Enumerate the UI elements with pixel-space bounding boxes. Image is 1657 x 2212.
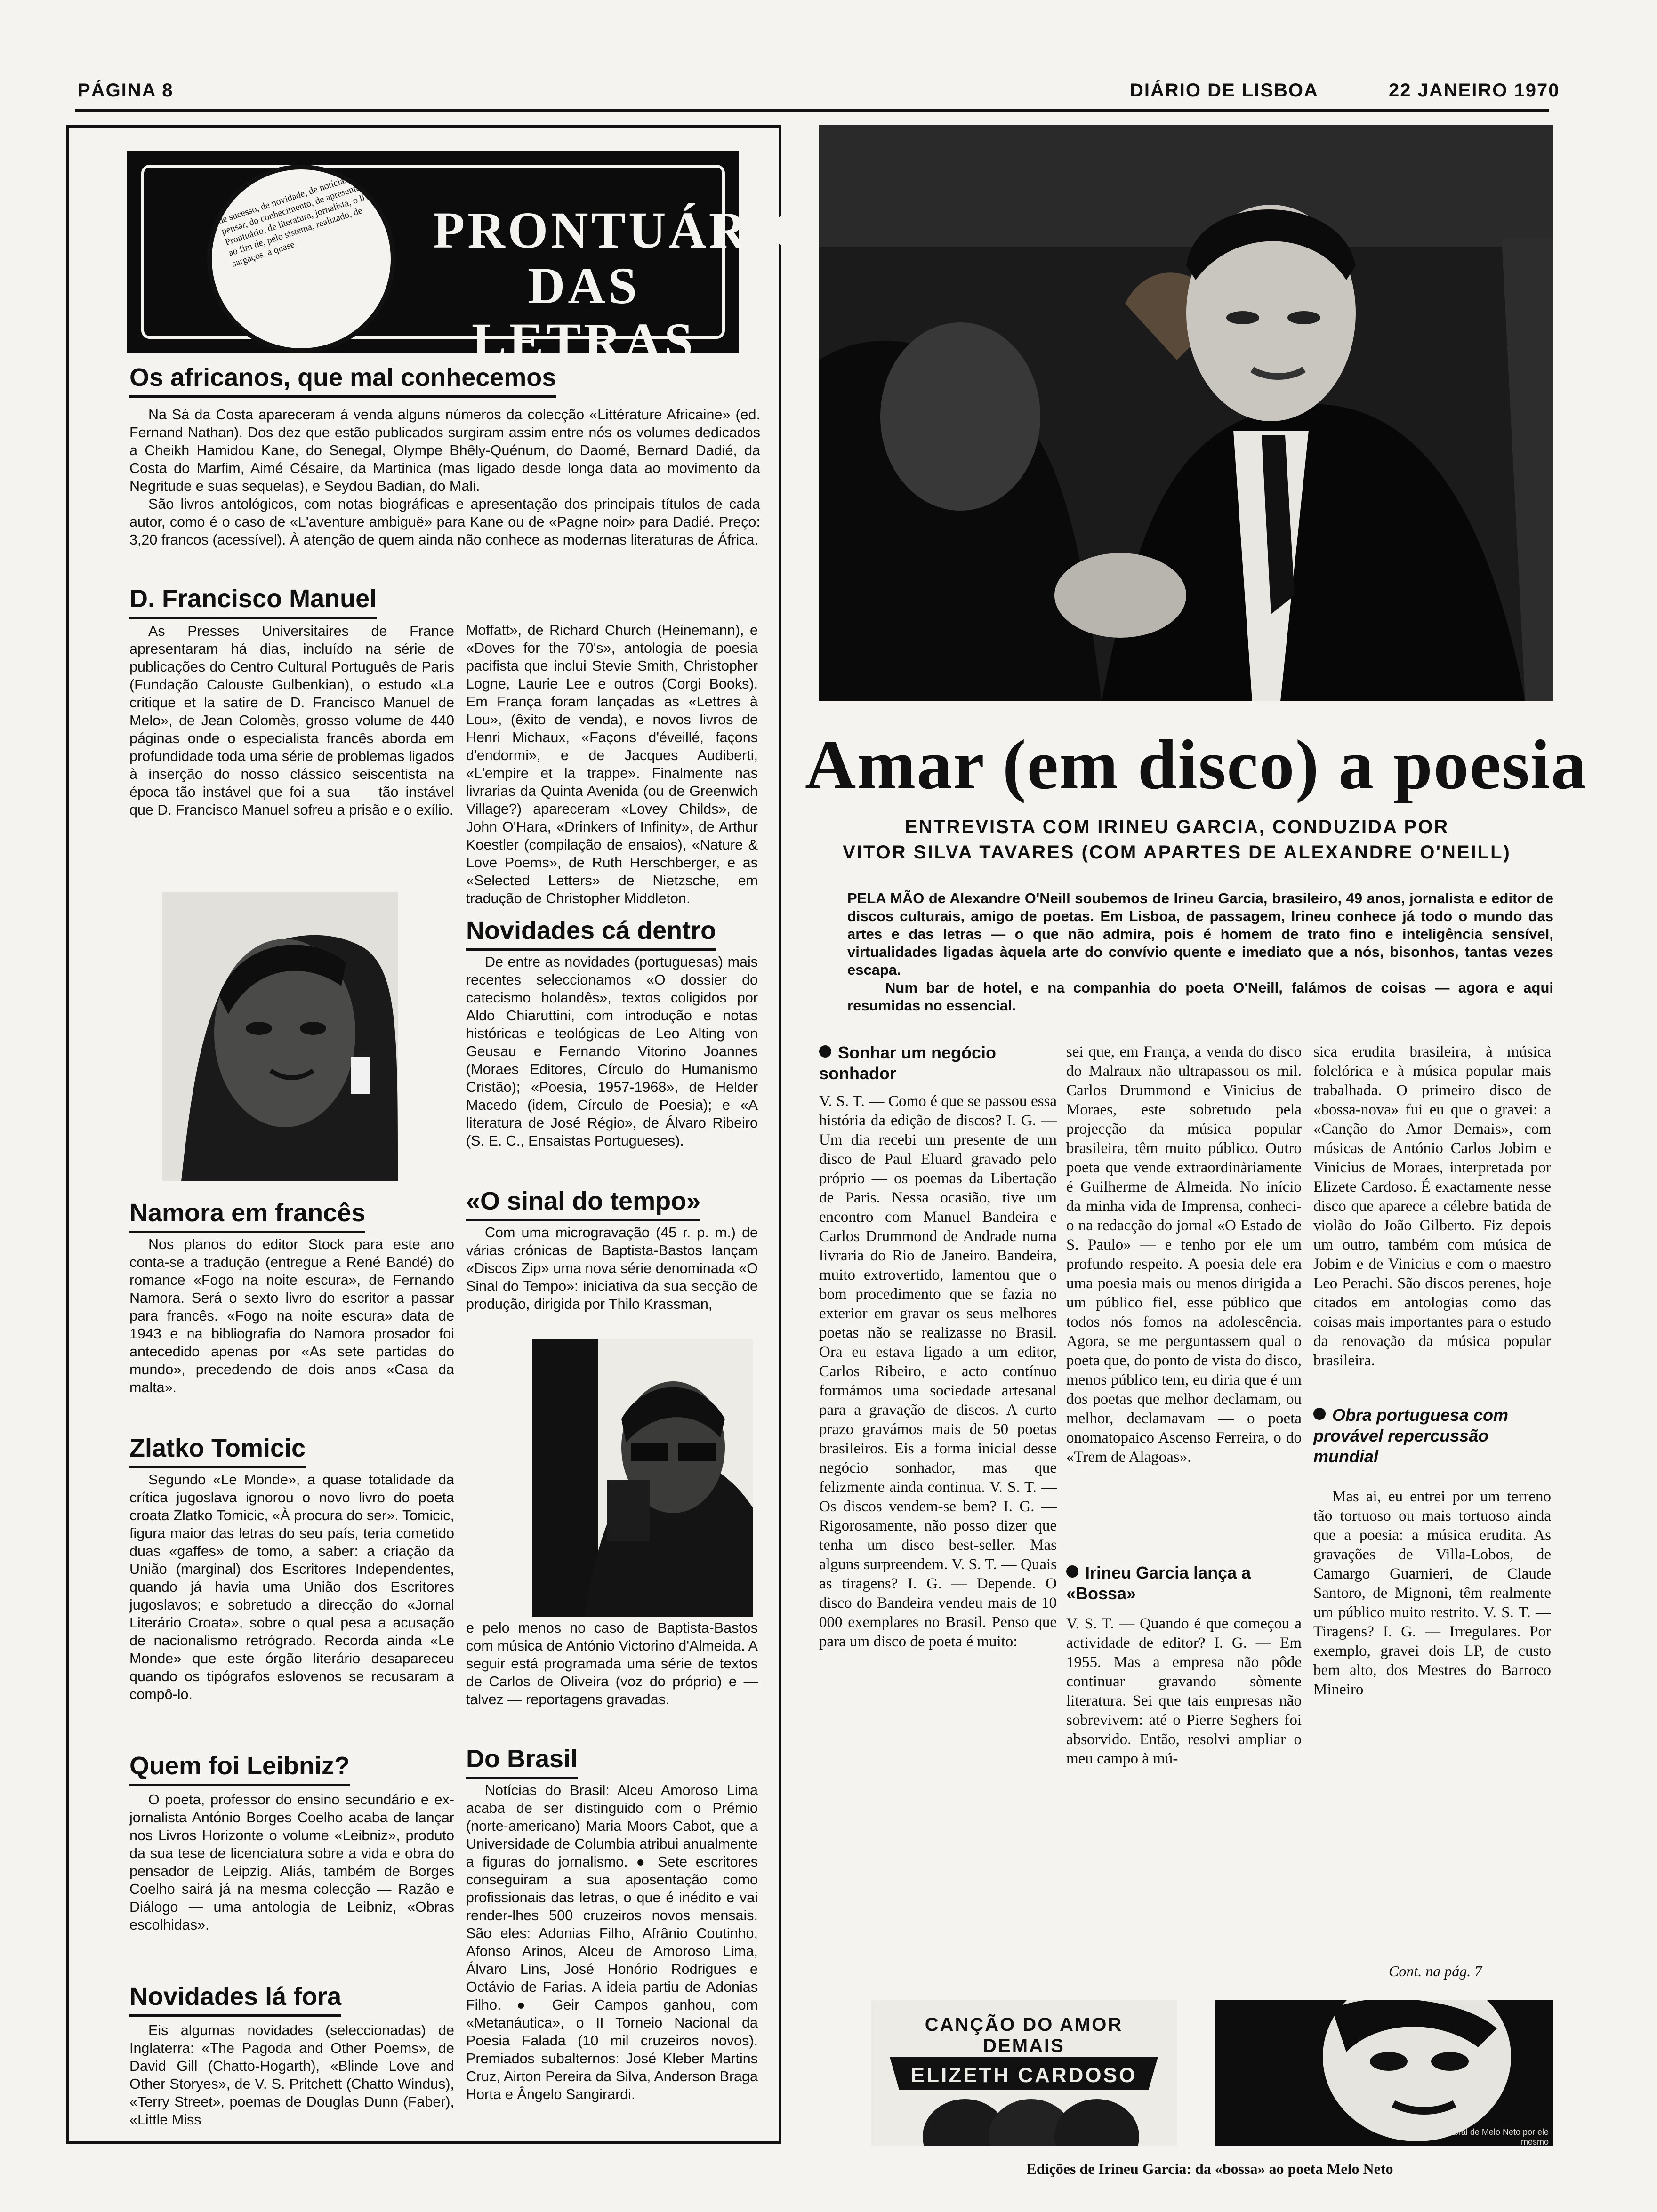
section-title-africanos: Os africanos, que mal conhecemos bbox=[129, 362, 556, 398]
banner-title-line2: DAS LETRAS bbox=[471, 257, 696, 370]
paragraph: Moffatt», de Richard Church (Heinemann), e «Doves for the 70's», antologia de poesia pacifista que inclui Stevie Smith, Christopher Logne, Laurie Lee e outros (Corgi Books). Em França foram lançadas as «Lettres à Lou», (êxito de venda), e novos livros de Henri Michaux, «Façons d'éveillé, façons d'endormi», e de Jacques Audiberti, «L'empire et la trappe». Finalmente nas livrarias da Quinta Avenida (ou de Greenwich Village?) apareceram «Lovey Childs», de John O'Hara, «Drinkers of Infinity», de Arthur Koestler (compilação de ensaios), «Nature & Love Poems», de Ruth Herschberger, e as «Selected Letters» de Nietzsche, em tradução de Christopher Middleton. bbox=[466, 622, 758, 906]
subhead-irineu-bossa-text: Irineu Garcia lança a «Bossa» bbox=[1066, 1563, 1251, 1603]
paragraph: As Presses Universitaires de France apresentaram há dias, incluído na série de publicações do Centro Cultural Português de Paris (Fundação Calouste Gulbenkian), o estudo «La critique et la satire de D. Francisco Manuel de Melo», de Jean Colomès, grosso volume de 440 páginas onde o especialista francês aborda em profundidade toda uma série de problemas ligados à inserção do nosso clássico seiscentista na época tão instável que foi a sua — tão instável que D. Francisco Manuel sofreu a prisão e o exílio. bbox=[129, 623, 454, 818]
section-title-leibniz: Quem foi Leibniz? bbox=[129, 1751, 350, 1786]
article-sinal-do-tempo-continued bbox=[466, 1619, 758, 1737]
newspaper-name: DIÁRIO DE LISBOA bbox=[1130, 80, 1319, 101]
album-cover-melo-neto bbox=[1215, 2000, 1553, 2146]
bullet-icon bbox=[1066, 1565, 1078, 1578]
album-title: CANÇÃO DO AMOR DEMAIS bbox=[925, 2014, 1123, 2056]
interview-column-3b bbox=[1313, 1487, 1551, 1958]
intro-paragraph: PELA MÃO de Alexandre O'Neill soubemos de Irineu Garcia, brasileiro, 49 anos, jornalista e editor de discos culturais, amigo de poetas. Em Lisboa, de passagem, Irineu conhece já todo o mundo das artes e das letras — o que não admira, pois é homem de trato fino e inteligência sensível, virtualidades ligadas àquela arte do convívio quente e imediato que a nós, bisonhos, tantas vezes escapa. bbox=[847, 890, 1553, 978]
subhead-obra-portuguesa bbox=[1313, 1405, 1551, 1467]
page-header bbox=[0, 0, 1657, 122]
section-title-sinal-do-tempo: «O sinal do tempo» bbox=[466, 1186, 700, 1221]
paragraph: Notícias do Brasil: Alceu Amoroso Lima acaba de ser distinguido com o Prémio (norte-americano) Maria Moors Cabot, que a Universidade de Columbia atribui anualmente a figuras do jornalismo. ● Sete escritores conseguiram a sua aposentação como profissionais das letras, o que é inédito e vai render-lhes 500 cruzeiros novos mensais. São eles: Adonias Filho, Afrânio Coutinho, Afonso Arinos, Alceu de Amoroso Lima, Álvaro Lins, José Honório Rodrigues e Octávio de Farias. A ideia partiu de Adonias Filho. ● Geir Campos ganhou, com «Metanáutica», o II Torneio Nacional da Poesia Falada (10 mil cruzeiros novos). Premiados subalternos: José Kleber Martins Cruz, Airton Pereira da Silva, Anderson Braga Horta e Ângelo Sangirardi. bbox=[466, 1782, 758, 2102]
issue-date: 22 JANEIRO 1970 bbox=[1389, 80, 1560, 101]
portrait-image bbox=[162, 892, 398, 1181]
bullet-icon bbox=[1313, 1408, 1326, 1420]
paragraph: sei que, em França, a venda do disco do Malraux não ultrapassou os mil. Carlos Drummond e Vinicius de Moraes, este sobretudo pela projecção da música popular brasileira, têm muito público. Outro poeta que vende extraordinàriamente é Guilherme de Almeida. No início da minha vida de Imprensa, conheci-o na redacção do jornal «O Estado de S. Paulo» — e tenho por ele um profundo respeito. A poesia dele era uma poesia mais ou menos dirigida a um público fiel, esse público que todos nós fomos na adolescência. Agora, se me perguntassem qual o poeta que, do ponto de vista do disco, menos público tem, eu diria que é um dos poetas que melhor declamam, ou melhor, declamavam — o poeta onomatopaico Ascenso Ferreira, o do «Trem de Alagoas». bbox=[1066, 1043, 1302, 1466]
subhead-sonhar-text: Sonhar um negócio sonhador bbox=[819, 1043, 997, 1083]
article-africanos bbox=[129, 406, 760, 592]
article-namora bbox=[129, 1235, 454, 1424]
album-cover-art bbox=[1215, 2000, 1553, 2146]
paragraph: Com uma microgravação (45 r. p. m.) de várias crónicas de Baptista-Bastos lançam «Discos Zip» uma nova série denominada «O Sinal do Tempo»: iniciativa da sua secção de produção, dirigida por Thilo Krassman, bbox=[466, 1225, 758, 1312]
section-title-novidades-ca-dentro: Novidades cá dentro bbox=[466, 915, 716, 951]
paragraph: Na Sá da Costa apareceram á venda alguns números da colecção «Littérature Africaine» (ed. Fernand Nathan). Dos dez que estão publicados surgiram assim entre nós os volumes dedicados a Cheikh Hamidou Kane, do Senegal, Olympe Bhêly-Quénum, do Daomé, Bernard Dadié, da Costa do Marfim, Aimé Césaire, da Martinica (mas ligado desde longa data ao movimento da Negritude e suas sequelas), e Seydou Badian, do Mali. bbox=[129, 407, 760, 494]
article-novidades-ca-dentro bbox=[466, 953, 758, 1186]
photo-caption: Edições de Irineu Garcia: da «bossa» ao poeta Melo Neto bbox=[1026, 2160, 1393, 2177]
paragraph: sica erudita brasileira, à música folclórica e à música popular mais trabalhada. O primeiro disco de «bossa-nova» fui eu que o gravei: a «Canção do Amor Demais», com músicas de António Carlos Jobim e Vinicius de Moraes, interpretada por Elizete Cardoso. É exactamente nesse disco que aparece a célebre batida de violão do João Gilberto. Fiz depois um outro, também com música de Jobim e de Vinicius e com o maestro Leo Perachi. São discos perenes, hoje citados em antologias como das coisas mais importantes para o estudo da renovação da música popular brasileira. bbox=[1313, 1043, 1551, 1369]
banner-title bbox=[433, 201, 815, 370]
article-novidades-la-fora bbox=[129, 2021, 454, 2134]
section-title-do-brasil: Do Brasil bbox=[466, 1744, 578, 1779]
paragraph: O poeta, professor do ensino secundário e ex-jornalista António Borges Coelho acaba de lançar nos Livros Horizonte o volume «Leibniz», produto da sua tese de licenciatura sobre a vida e obra do pensador de Leipzig. Aliás, também de Borges Coelho sairá já na mesma colecção — Razão e Diálogo — uma antologia de Leibniz, «Obras escolhidas». bbox=[129, 1792, 454, 1933]
subtitle-line1: ENTREVISTA COM IRINEU GARCIA, CONDUZIDA POR bbox=[904, 817, 1449, 837]
page-number: PÁGINA 8 bbox=[78, 80, 174, 101]
bullet-icon bbox=[819, 1045, 831, 1058]
article-tomicic bbox=[129, 1471, 454, 1737]
interview-subtitle bbox=[828, 814, 1525, 865]
article-francisco-manuel bbox=[129, 622, 454, 886]
interview-intro bbox=[847, 890, 1553, 1015]
banner-title-line1: PRONTUÁRIO bbox=[433, 201, 815, 259]
album-artist: ELIZETH CARDOSO bbox=[910, 2064, 1137, 2087]
section-title-francisco-manuel: D. Francisco Manuel bbox=[129, 584, 377, 619]
subtitle-line2: VITOR SILVA TAVARES (COM APARTES DE ALEXANDRE O'NEILL) bbox=[843, 842, 1511, 863]
interview-column-2b bbox=[1066, 1614, 1302, 1920]
continued-note: Cont. na pág. 7 bbox=[1389, 1963, 1482, 1980]
interview-photo-image bbox=[819, 125, 1553, 701]
subhead-obra-portuguesa-text: Obra portuguesa com provável repercussão mundial bbox=[1313, 1405, 1509, 1466]
interview-column-1 bbox=[819, 1092, 1057, 1920]
header-rule bbox=[75, 109, 1549, 112]
album-cover-cancao-do-amor-demais bbox=[871, 2000, 1177, 2146]
section-title-novidades-la-fora: Novidades lá fora bbox=[129, 1981, 341, 2017]
paragraph: São livros antológicos, com notas biográficas e apresentação dos principais títulos de cada autor, como é o caso de «L'aventure ambiguë» para Kane ou de «Pagne noir» para Dadié. Preço: 3,20 francos (acessível). À atenção de quem ainda não conhece as modernas literaturas de África. bbox=[129, 496, 760, 548]
article-sinal-do-tempo bbox=[466, 1224, 758, 1327]
paragraph: V. S. T. — Como é que se passou essa história da edição de discos? I. G. — Um dia recebi um presente de um disco de Paul Eluard gravado pelo próprio — os poemas da Libertação de Paris. Nessa ocasião, tive um encontro com Manuel Bandeira e Carlos Drummond de Andrade numa livraria do Rio de Janeiro. Bandeira, muito extrovertido, lamentou que o bom procedimento que se fazia no exterior em gravar os seus melhores poetas não se realizasse no Brasil. Ora eu estava ligado a um editor, Carlos Ribeiro, e acto contínuo formámos uma sociedade artesanal para a gravação de discos. A curto prazo gravámos mais de 50 poetas brasileiros. Eis a forma inicial desse negócio sonhador, mas que felizmente ainda continua. V. S. T. — Os discos vendem-se bem? I. G. — Rigorosamente, não posso dizer que tenha um disco best-seller. Mas alguns surpreendem. V. S. T. — Quais as tiragens? I. G. — Depende. O disco do Bandeira vendeu mais de 10 000 exemplares no Brasil. Penso que para um disco de poeta é muito: bbox=[819, 1093, 1057, 1650]
banner-emblem-text: de sucesso, de novidade, de notícia, de pensar, do conhecimento, de apresentação, Prontuário, de literatura, jornalista, o livro, ao fim de, pelo sistema, realizado, de sargaços, a quase bbox=[217, 171, 381, 269]
interview-headline: Amar (em disco) a poesia bbox=[805, 726, 1587, 804]
paragraph: De entre as novidades (portuguesas) mais recentes seleccionamos «O dossier do catecismo holandês», textos coligidos por Aldo Chiaruttini, com introdução e notas históricas e teológicas de Leo Alting von Geusau e Fernando Vitorino Joannes (Moraes Editores, Círculo do Humanismo Cristão); «Poesia, 1957-1968», de Helder Macedo (idem, Círculo de Poesia); e «A literatura de José Régio», de Álvaro Ribeiro (S. E. C., Ensaistas Portugueses). bbox=[466, 954, 758, 1149]
intro-paragraph: Num bar de hotel, e na companhia do poeta O'Neill, falámos de coisas — agora e aqui resumidas no essencial. bbox=[847, 979, 1553, 1014]
portrait-photo-man bbox=[162, 892, 398, 1181]
paragraph: Mas ai, eu entrei por um terreno tão tortuoso ou mais tortuoso ainda que a poesia: a música erudita. As gravações de Villa-Lobos, de Camargo Guarnieri, de Claude Santoro, de Mignoni, têm realmente um público muito restrito. V. S. T. — Tiragens? I. G. — Irregulares. Por exemplo, gravei dois LP, de custo bem alto, dos Mestres do Barroco Mineiro bbox=[1313, 1488, 1551, 1698]
banner-emblem bbox=[207, 165, 395, 353]
interview-column-3 bbox=[1313, 1042, 1551, 1400]
paragraph: Eis algumas novidades (seleccionadas) de Inglaterra: «The Pagoda and Other Poems», de David Gill (Chatto-Hogarth), «Blinde Love and Other Storyes», de V. S. Pritchett (Chatto Windus), «Terry Street», poemas de Douglas Dunn (Faber), «Little Miss bbox=[129, 2022, 454, 2128]
paragraph: Nos planos do editor Stock para este ano conta-se a tradução (entregue a René Bandé) do romance «Fogo na noite escura», de Fernando Namora. Será o sexto livro do escritor a passar para francês. «Fogo na noite escura» data de 1943 e na bibliografia do Namora prosador foi antecedido apenas por «As sete partidas do mundo», precedendo de dois anos «Casa da malta». bbox=[129, 1236, 454, 1395]
subhead-sonhar bbox=[819, 1042, 1054, 1084]
paragraph: V. S. T. — Quando é que começou a actividade de editor? I. G. — Em 1955. Mas a empresa não pôde continuar gravando sòmente literatura. Sei que tais empresas não sobrevivem: até o Pierre Seghers foi absorvido. Então, resolvi ampliar o meu campo à mú- bbox=[1066, 1615, 1302, 1767]
interview-column-2 bbox=[1066, 1042, 1302, 1537]
article-leibniz bbox=[129, 1791, 454, 1986]
paragraph: Segundo «Le Monde», a quase totalidade da crítica jugoslava ignorou o novo livro do poeta croata Zlatko Tomicic, «À procura do ser». Tomicic, figura maior das letras do seu país, teria cometido duas «gaffes» de tomo, a saber: a criação da União (marginal) dos Escritores Independentes, quando já havia uma União dos Escritores jugoslavos; e sobretudo a direcção do «Jornal Literário Croata», sobre o qual pesa a acusação de nacionalismo retrógrado. Recorda ainda «Le Monde» que este órgão literário desapareceu quando os tipógrafos eslovenos se recusaram a compô-lo. bbox=[129, 1472, 454, 1702]
portrait-image bbox=[532, 1339, 753, 1617]
article-do-brasil bbox=[466, 1781, 758, 2134]
paragraph: e pelo menos no caso de Baptista-Bastos com música de António Victorino d'Almeida. A seguir está programada uma série de textos de Carlos de Oliveira (voz do próprio) e — talvez — reportagens gravadas. bbox=[466, 1620, 758, 1707]
portrait-photo-baptista-bastos bbox=[532, 1339, 753, 1617]
article-novidades-la-fora-continued bbox=[466, 621, 758, 908]
subhead-irineu-bossa bbox=[1066, 1563, 1302, 1604]
album-credit: João Cabral de Melo Neto por ele mesmo bbox=[1422, 2127, 1549, 2146]
section-title-tomicic: Zlatko Tomicic bbox=[129, 1433, 306, 1468]
main-photo-interview bbox=[819, 125, 1553, 701]
section-title-namora: Namora em francês bbox=[129, 1198, 365, 1233]
